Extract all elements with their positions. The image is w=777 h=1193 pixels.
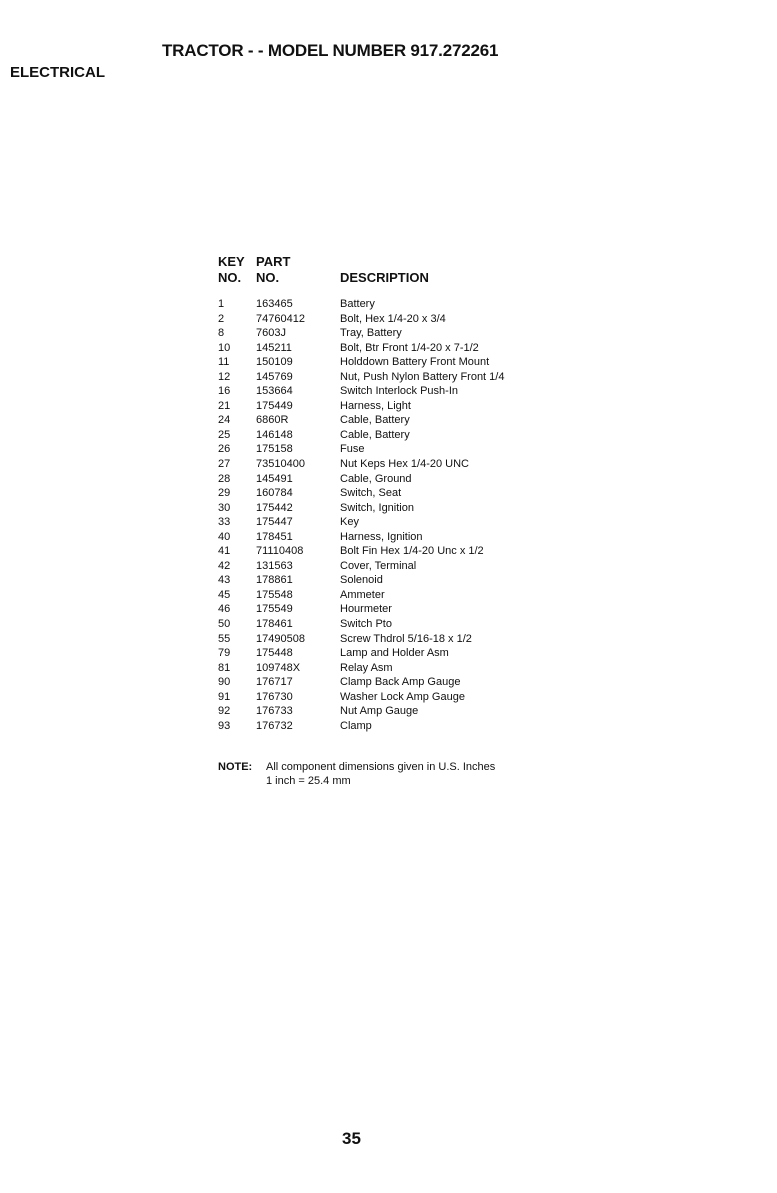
key-cell: 33 xyxy=(218,516,231,529)
part-number-cell: 178461 xyxy=(256,618,293,631)
part-number-cell: 71110408 xyxy=(256,545,304,558)
key-cell: 27 xyxy=(218,458,231,471)
key-cell: 41 xyxy=(218,545,231,558)
part-number-cell: 160784 xyxy=(256,487,293,500)
part-number-cell: 131563 xyxy=(256,559,293,572)
description-cell: Screw Thdrol 5/16-18 x 1/2 xyxy=(340,632,472,645)
description-cell: Switch, Seat xyxy=(340,487,402,500)
key-cell: 90 xyxy=(218,676,231,689)
key-cell: 16 xyxy=(218,385,231,398)
part-number-cell: 178861 xyxy=(256,574,293,587)
key-cell: 45 xyxy=(218,588,231,601)
description-cell: Tray, Battery xyxy=(340,327,402,340)
part-number-cell: 176730 xyxy=(256,690,293,703)
description-cell: Clamp Back Amp Gauge xyxy=(340,676,461,689)
key-cell: 81 xyxy=(218,661,231,674)
key-cell: 30 xyxy=(218,501,231,514)
description-cell: Switch, Ignition xyxy=(340,501,414,514)
description-cell: Nut, Push Nylon Battery Front 1/4 xyxy=(340,370,505,383)
note-line2: 1 inch = 25.4 mm xyxy=(266,775,351,787)
part-number-cell: 175549 xyxy=(256,603,293,616)
description-cell: Key xyxy=(340,516,359,529)
part-number-cell: 145491 xyxy=(256,472,293,485)
description-cell: Battery xyxy=(340,298,375,310)
key-cell: 42 xyxy=(218,559,231,572)
key-column-header-line1: KEY xyxy=(218,254,245,269)
key-cell: 10 xyxy=(218,341,231,354)
part-number-cell: 145769 xyxy=(256,370,293,383)
key-cell: 11 xyxy=(218,356,230,369)
description-cell: Lamp and Holder Asm xyxy=(340,647,449,660)
key-cell: 93 xyxy=(218,719,231,732)
page-number: 35 xyxy=(342,1129,361,1148)
description-cell: Cover, Terminal xyxy=(340,559,417,572)
description-cell: Cable, Battery xyxy=(340,414,410,427)
part-number-cell: 73510400 xyxy=(256,458,305,471)
part-number-cell: 175447 xyxy=(256,516,293,529)
key-cell: 92 xyxy=(218,705,231,718)
key-cell: 26 xyxy=(218,443,231,456)
description-cell: Clamp xyxy=(340,719,372,732)
description-cell: Hourmeter xyxy=(340,603,392,616)
description-cell: Holddown Battery Front Mount xyxy=(340,356,490,369)
part-number-cell: 146148 xyxy=(256,428,293,441)
description-cell: Switch Pto xyxy=(340,618,392,631)
key-cell: 79 xyxy=(218,647,231,660)
description-cell: Nut Amp Gauge xyxy=(340,705,419,718)
description-cell: Bolt Fin Hex 1/4-20 Unc x 1/2 xyxy=(340,545,484,558)
note-line1 xyxy=(218,760,495,774)
description-cell: Washer Lock Amp Gauge xyxy=(340,690,465,703)
section-heading: ELECTRICAL xyxy=(10,64,105,81)
part-number-cell: 145211 xyxy=(256,341,292,354)
key-cell: 25 xyxy=(218,428,231,441)
key-cell: 12 xyxy=(218,370,231,383)
description-cell: Solenoid xyxy=(340,574,383,587)
key-cell: 91 xyxy=(218,690,231,703)
part-number-cell: 163465 xyxy=(256,298,293,310)
part-number-cell: 74760412 xyxy=(256,312,305,325)
part-number-cell: 175158 xyxy=(256,443,293,456)
description-cell: Fuse xyxy=(340,443,365,456)
key-cell: 43 xyxy=(218,574,231,587)
part-number-cell: 175449 xyxy=(256,399,293,412)
description-cell: Cable, Ground xyxy=(340,472,412,485)
part-column-header-line2: NO. xyxy=(256,270,280,285)
key-cell: 40 xyxy=(218,530,231,543)
key-cell: 2 xyxy=(218,312,225,325)
part-number-cell: 153664 xyxy=(256,385,293,398)
part-number-cell: 176733 xyxy=(256,705,293,718)
part-number-cell: 6860R xyxy=(256,414,289,427)
key-cell: 24 xyxy=(218,414,231,427)
description-cell: Relay Asm xyxy=(340,661,393,674)
key-column-header-line2: NO. xyxy=(218,270,242,285)
description-cell: Bolt, Hex 1/4-20 x 3/4 xyxy=(340,312,446,325)
description-cell: Harness, Ignition xyxy=(340,530,423,543)
key-cell: 29 xyxy=(218,487,231,500)
key-cell: 50 xyxy=(218,618,231,631)
note xyxy=(218,760,495,788)
part-number-cell: 176717 xyxy=(256,676,293,689)
part-number-cell: 17490508 xyxy=(256,632,305,645)
key-cell: 28 xyxy=(218,472,231,485)
note-text: All component dimensions given in U.S. Inches xyxy=(266,761,496,773)
description-cell: Bolt, Btr Front 1/4-20 x 7-1/2 xyxy=(340,341,479,354)
part-number-cell: 178451 xyxy=(256,530,293,543)
part-number-cell: 175442 xyxy=(256,501,293,514)
part-number-cell: 109748X xyxy=(256,661,301,674)
key-cell: 46 xyxy=(218,603,231,616)
part-number-cell: 150109 xyxy=(256,356,293,369)
description-cell: Cable, Battery xyxy=(340,428,410,441)
key-cell: 8 xyxy=(218,327,225,340)
part-number-cell: 7603J xyxy=(256,327,286,340)
description-cell: Switch Interlock Push-In xyxy=(340,385,458,398)
description-cell: Harness, Light xyxy=(340,399,411,412)
part-number-cell: 175448 xyxy=(256,647,293,660)
key-cell: 21 xyxy=(218,399,231,412)
description-cell: Nut Keps Hex 1/4-20 UNC xyxy=(340,458,469,471)
key-cell: 1 xyxy=(218,298,225,310)
key-cell: 55 xyxy=(218,632,231,645)
note-label: NOTE: xyxy=(218,761,253,773)
part-number-cell: 176732 xyxy=(256,719,293,732)
part-number-cell: 175548 xyxy=(256,588,293,601)
description-column-header: DESCRIPTION xyxy=(340,270,429,285)
description-cell: Ammeter xyxy=(340,588,385,601)
page-title: TRACTOR - - MODEL NUMBER 917.272261 xyxy=(162,41,499,60)
part-column-header-line1: PART xyxy=(256,254,291,269)
